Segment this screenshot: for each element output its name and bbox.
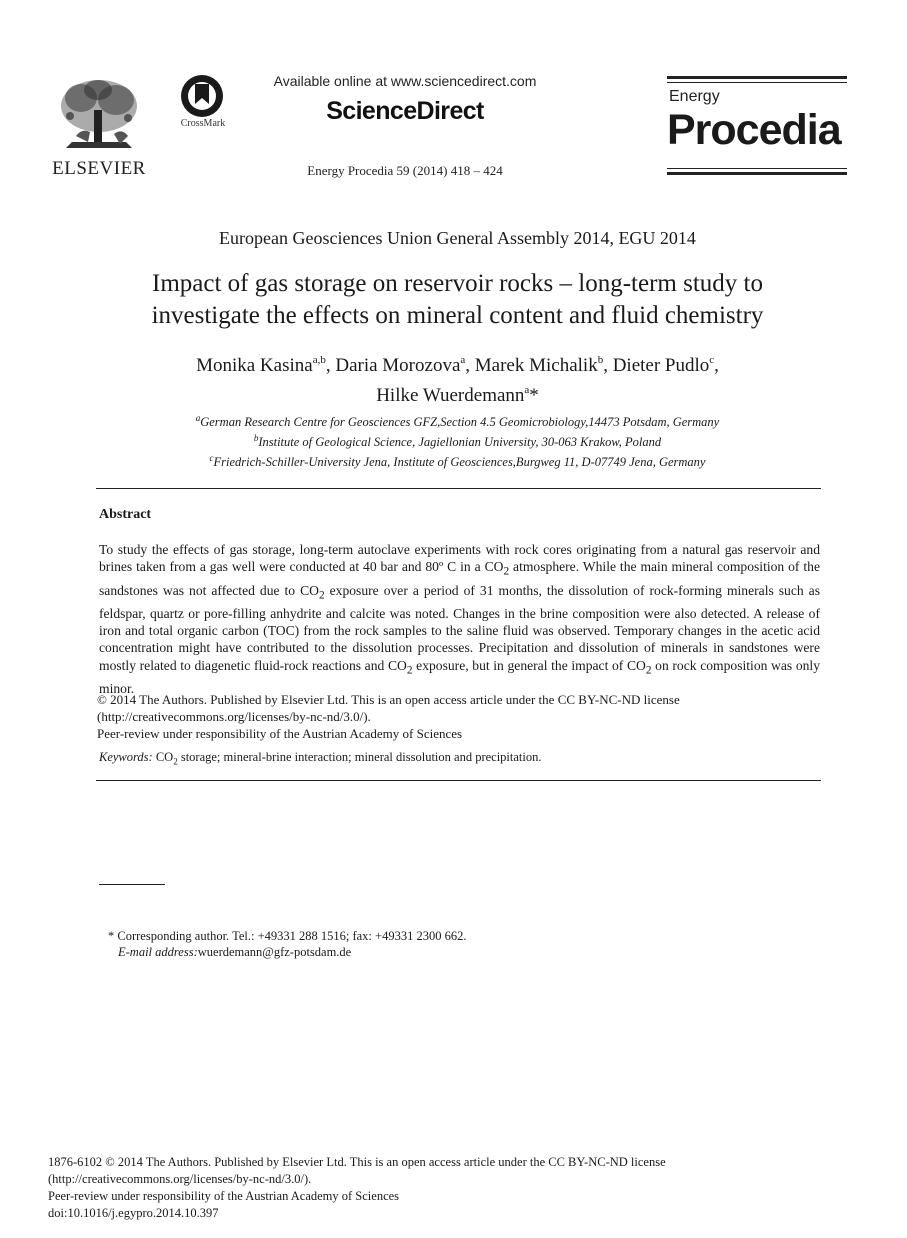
paper-title — [70, 268, 845, 332]
subscript: 2 — [406, 664, 413, 677]
author-affil-marker: a — [524, 384, 530, 396]
publisher-name: ELSEVIER — [52, 158, 146, 179]
footnote — [108, 928, 708, 960]
affiliation-line — [60, 410, 855, 430]
affiliations — [60, 410, 855, 470]
journal-logo-energy: Energy — [669, 88, 720, 105]
crossmark-icon — [180, 74, 224, 118]
paper-title-line: Impact of gas storage on reservoir rocks – long-term study to — [152, 270, 763, 297]
corresponding-author-marker: * — [529, 385, 539, 406]
author-list — [70, 348, 845, 408]
affiliation-text: Institute of Geological Science, Jagiellonian University, 30-063 Krakow, Poland — [258, 435, 662, 449]
subscript: 2 — [318, 589, 325, 602]
journal-logo-rule — [667, 82, 847, 83]
abstract-segment: To study the effects of gas storage, long-term autoclave experiments with rock cores originating from a natural gas reservoir and brines taken from a gas well were conducted at 40 bar and 80º C in a CO — [99, 542, 820, 575]
subscript: 2 — [173, 756, 178, 767]
peer-review-line: Peer-review under responsibility of the Austrian Academy of Sciences — [97, 726, 463, 741]
keywords — [99, 750, 820, 767]
license-line: © 2014 The Authors. Published by Elsevier Ltd. This is an open access article under the CC BY-NC-ND license — [97, 692, 680, 707]
section-divider — [96, 488, 821, 489]
abstract-segment: exposure, but in general the impact of CO — [412, 657, 646, 673]
abstract-segment: exposure over a period of 31 months, the dissolution of rock-forming minerals such as feldspar, quartz or pore-filling anhydrite and calcite was noted. Changes in the brine composition were also detected. A release of iron and total organic carbon (TOC) from the rock samples to the saline fluid was observed. Temporary changes in the acetic acid concentration might have contributed to the dissolution processes. Precipitation and dissolution of minerals in sandstones were mostly related to diagenetic fluid-rock reactions and CO — [99, 582, 820, 673]
abstract-text — [99, 541, 820, 697]
affiliation-marker: a — [195, 413, 201, 423]
email-label: E-mail address: — [118, 945, 198, 959]
affiliation-text: Friedrich-Schiller-University Jena, Institute of Geosciences,Burgweg 11, D-07749 Jena, Germany — [213, 455, 706, 469]
author-separator: , — [714, 355, 719, 376]
author-affil-marker: b — [597, 354, 604, 366]
footer-doi[interactable]: doi:10.1016/j.egypro.2014.10.397 — [48, 1206, 219, 1220]
footnote-rule — [99, 884, 165, 885]
footer-license-line: 1876-6102 © 2014 The Authors. Published by Elsevier Ltd. This is an open access article under the CC BY-NC-ND license — [48, 1155, 666, 1169]
journal-logo-rule — [667, 168, 847, 169]
email-address[interactable]: wuerdemann@gfz-potsdam.de — [197, 945, 352, 959]
footer-license-link[interactable]: (http://creativecommons.org/licenses/by-nc-nd/3.0/). — [48, 1172, 312, 1186]
conference-name: European Geosciences Union General Assembly 2014, EGU 2014 — [219, 228, 696, 248]
author-name: Dieter Pudlo — [612, 355, 710, 376]
journal-citation: Energy Procedia 59 (2014) 418 – 424 — [307, 163, 503, 178]
crossmark-badge[interactable] — [172, 74, 234, 134]
author-name: Hilke Wuerdemann — [376, 385, 525, 406]
author-affil-marker: a — [460, 354, 466, 366]
footer-peer-review: Peer-review under responsibility of the Austrian Academy of Sciences — [48, 1189, 400, 1203]
journal-logo-rule — [667, 76, 847, 79]
section-divider — [96, 780, 821, 781]
author-affil-marker: a,b — [312, 354, 326, 366]
abstract-heading: Abstract — [99, 507, 152, 522]
sciencedirect-logo: ScienceDirect — [326, 97, 484, 125]
subscript: 2 — [645, 664, 652, 677]
author-separator: , — [603, 355, 613, 376]
paper-title-line: investigate the effects on mineral content and fluid chemistry — [151, 302, 764, 329]
journal-logo-procedia: Procedia — [667, 106, 841, 154]
author-separator: , — [465, 355, 475, 376]
affiliation-marker: c — [209, 453, 214, 463]
abstract-segment: on rock composition was only minor. — [99, 657, 821, 696]
elsevier-logo — [52, 74, 146, 178]
corresponding-author-note: * Corresponding author. Tel.: +49331 288 1516; fax: +49331 2300 662. — [108, 929, 467, 943]
keywords-text: storage; mineral-brine interaction; mineral dissolution and precipitation. — [177, 750, 542, 764]
author-name: Marek Michalik — [474, 355, 598, 376]
affiliation-marker: b — [253, 433, 259, 443]
keywords-label: Keywords: — [99, 750, 153, 764]
license-statement — [97, 691, 822, 742]
page-footer — [48, 1154, 848, 1222]
author-line — [70, 348, 845, 378]
author-name: Daria Morozova — [335, 355, 461, 376]
journal-logo-rule — [667, 172, 847, 175]
subscript: 2 — [503, 566, 510, 579]
crossmark-label: CrossMark — [180, 118, 226, 129]
email-line — [108, 944, 708, 960]
keywords-text: CO — [152, 750, 174, 764]
affiliation-line — [60, 430, 855, 450]
journal-logo — [667, 76, 847, 176]
affiliation-text: German Research Centre for Geosciences GFZ,Section 4.5 Geomicrobiology,14473 Potsdam, Germany — [200, 415, 720, 429]
elsevier-tree-icon — [56, 76, 142, 152]
affiliation-line — [60, 450, 855, 470]
abstract-segment: atmosphere. While the main mineral composition of the sandstones was not affected due to CO — [99, 559, 820, 598]
available-online-text: Available online at www.sciencedirect.com — [273, 73, 537, 89]
author-separator: , — [325, 355, 336, 376]
author-name: Monika Kasina — [196, 355, 313, 376]
license-link[interactable]: (http://creativecommons.org/licenses/by-nc-nd/3.0/). — [97, 709, 371, 724]
author-line — [70, 378, 845, 408]
author-affil-marker: c — [709, 354, 715, 366]
